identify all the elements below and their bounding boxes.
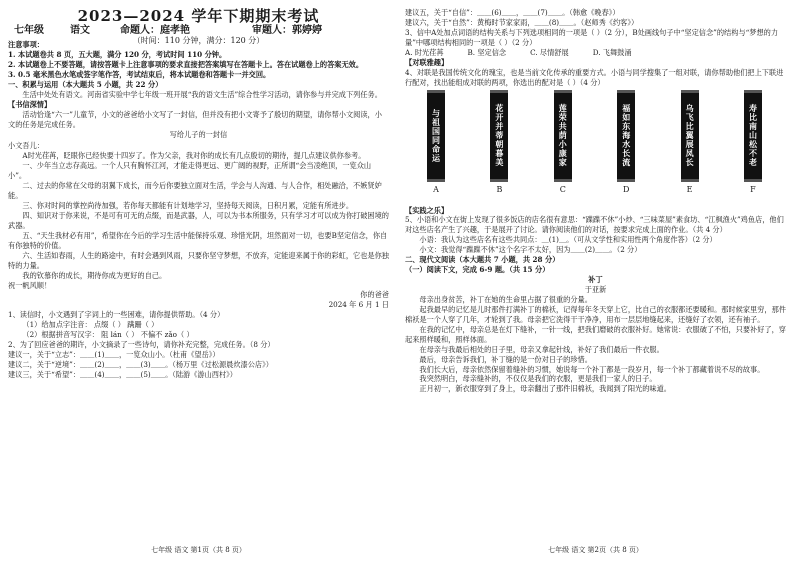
couplet-card-b (482, 90, 516, 206)
couplet-scroll: 寿比南山松不老 (744, 90, 762, 182)
couplet-label: A (433, 184, 439, 194)
couplet-label: C (559, 184, 566, 194)
question-2-item: 建议一，关于“立志”：＿＿(1)＿＿，一览众山小。（杜甫《望岳》） (8, 350, 220, 360)
exam-time: （时间：110 分钟，满分：120 分） (132, 36, 265, 45)
couplet-label: B (496, 184, 503, 194)
couplet-label: E (686, 184, 693, 194)
reviewer-label: 审题人：郭婷婷 (252, 25, 322, 36)
letter-paragraph: A时光荏苒，眨眼你已经快要十四岁了。作为父亲，我对你的成长有几点殷切的期待，提几点建议供你参考。 (22, 151, 366, 161)
letter-paragraph: 六、生活如春雨，人生的路途中，有时会遇到风雨，只要你坚守梦想，不放弃，定能迎来属于你的彩虹，它也是你独特的力量。 (8, 250, 389, 270)
couplet-scroll: 花开并蒂朝暮美 (490, 90, 508, 182)
letter-paragraph: 五、“天生我材必有用”，希望你在今后的学习生活中能保持乐观、珍惜光阴，坦然面对一切，也要B坚定信念，你自有你独特的价值。 (8, 230, 388, 250)
option-b: B. 坚定信念 (467, 47, 507, 57)
notice-heading: 注意事项： (8, 40, 44, 49)
couplet-label: D (622, 184, 630, 194)
section-heading: 一、积累与运用（本大题共 5 小题，共 22 分） (8, 79, 163, 89)
task-text: 活动恰逢“六一”儿童节，小文的爸爸给小文写了一封信，但并没有把小文寄予了殷切的期望，请你帮小文阅读，小文的任务是完成任务。 (8, 109, 382, 129)
notice-item: 3. 0.5 毫米黑色水笔或签字笔作答，考试结束后，将本试题卷和答题卡一并交回。 (8, 69, 271, 79)
essay-paragraph: 最后，母亲告诉我们，补丁缝的是一份对日子的珍惜。 (419, 354, 592, 364)
couplet-scroll: 乌飞比翼展凤长 (681, 90, 699, 182)
question-2-item: 建议二，关于“逆境”：＿＿(2)＿＿，＿＿(3)＿＿。（杨万里《过松源晨炊漆公店》） (8, 360, 273, 369)
question-3: 3、信中A处加点词语的结构关系与下列选项相同的一项是（ ）（2 分），B处画线句子中“坚定信念”的结构与“梦想的力量”中哪项结构相同的一项是（ ）（2 分） (405, 27, 779, 47)
essay-paragraph: 在母亲与我最后相处的日子里，母亲又拿起针线，补好了我们最后一件衣服。 (419, 344, 664, 354)
question-2: 2、为了回应爸爸的期许，小文摘录了一些诗句，请你补充完整，完成任务。（8 分） (8, 340, 275, 350)
couplet-card-f (736, 90, 770, 206)
letter-salutation: 小文吾儿： (8, 141, 44, 151)
letter-date: 2024 年 6 月 1 日 (328, 300, 389, 310)
letter-paragraph: 我的钦慕你的成长，期待你成为更好的自己。 (22, 270, 167, 280)
question-3-options (405, 48, 786, 58)
couplet-scroll: 莲荣共荫小康家 (554, 90, 572, 182)
couplet-card-c (546, 90, 580, 206)
setter-label: 命题人：庭孝艳 (120, 25, 190, 36)
option-d: D. 飞舞鼓涌 (592, 47, 632, 57)
section-heading: 二、现代文阅读（本大题共 7 小题，共 28 分） (405, 255, 560, 265)
essay-paragraph: 正月初一，新衣服穿到了身上，母亲翻出了那件旧棉袄，我闻到了阳光的味道。 (419, 384, 671, 394)
essay-author: 于亚新 (584, 285, 607, 294)
question-1-a: （1）给加点字注音： 点缀（ ） 蹒跚（ ） (22, 320, 159, 330)
question-2-item: 建议五，关于“自信”：＿＿(6)＿＿，＿＿(7)＿＿。（韩愈《晚春》） (405, 8, 620, 17)
page-1-body (8, 40, 389, 539)
question-5-b: 小文：我觉得“蹀蹀不休”这个名字不太好，因为＿＿(2)＿＿。（2 分） (419, 245, 642, 255)
couplet-cards (405, 88, 786, 206)
grade-label: 七年级 (14, 25, 44, 36)
letter-paragraph: 四、知识对于你来说，不是可有可无的点缀，而是武器，人，可以为书本所服务，只有学习才可以成为你打破困境的武器。 (8, 210, 389, 230)
letter-title: 写给儿子的一封信 (169, 130, 228, 140)
essay-title: 补丁 (588, 275, 603, 285)
notice-item: 1. 本试题卷共 8 页，五大题，满分 120 分，考试时间 110 分钟。 (8, 49, 227, 59)
couplet-scroll: 与祖国同命运 (427, 90, 445, 182)
question-2-item: 建议六，关于“自然”：黄梅时节家家雨，＿＿(8)＿＿。（赵师秀《约客》） (405, 17, 639, 27)
task-heading: 【对联雅趣】 (405, 57, 449, 67)
page-footer: 七年级 语文 第2页（共 8 页） (548, 546, 643, 555)
couplet-card-a (419, 90, 453, 206)
question-1: 1、读信时，小文遇到了字词上的一些困难，请你提供帮助。（4 分） (8, 310, 225, 320)
page-footer: 七年级 语文 第1页（共 8 页） (151, 546, 246, 555)
activity-intro: 生活中处处有语文。河南省实验中学七年级一班开展“我的语文生活”综合性学习活动，请你参与并完成下列任务。 (22, 89, 382, 99)
essay-paragraph: 在我的记忆中，母亲总是在灯下缝补，一针一线，把我们磨破的衣服补好。她常说：衣服破了不怕，只要补好了，穿起来照样暖和，照样体面。 (405, 324, 786, 344)
exam-title: 2023—2024 学年下期期末考试 (77, 7, 320, 25)
couplet-label: F (750, 184, 756, 194)
couplet-card-d (609, 90, 643, 206)
reading-heading: （一）阅读下文，完成 6-9 题。（共 15 分） (405, 265, 550, 275)
letter-paragraph: 一、少年当立志存高远。一个人只有胸怀江河，才能走得更远、更广阔的视野，正所谓“会当凌绝顶，一览众山小”。 (8, 161, 372, 181)
question-5-a: 小语：我认为这些店名有这些共同点：＿(1)＿。（可从文学性和实用性两个角度作答）（2 分） (419, 235, 717, 245)
task-heading: 【书信深情】 (8, 99, 52, 109)
question-1-b: （2）根据拼音写汉字： 阻 lán（ ） 不偏不 zǎo（ ） (22, 330, 194, 340)
option-c: C. 尽情舒展 (530, 47, 569, 57)
notice-item: 2. 本试题卷上不要答题，请按答题卡上注意事项的要求直接把答案填写在答题卡上。答在试题卷上的答案无效。 (8, 59, 364, 69)
essay-paragraph: 母亲出身贫苦，补丁在她的生命里占据了很重的分量。 (419, 294, 592, 304)
letter-paragraph: 三、你对时间的掌控尚待加强，若你每天都能有计划地学习，坚持每天阅读，日积月累，定能有所进步。 (22, 201, 354, 210)
essay-paragraph: 起我最早的记忆是儿时那件打满补丁的棉袄，记得每年冬天穿上它，比自己的衣服都还要暖和。那时候家里穷，那件棉袄是一个人穿了几年，才轮到了我。母亲把它洗得干干净净，用布一层层地缝起来，还缝好了衣领，还有袖子。 (405, 304, 786, 324)
letter-paragraph: 二、过去的你常在父母的羽翼下成长，而今后你要独立面对生活，学会与人沟通、与人合作，相处融洽，不嫉贤妒能。 (8, 181, 382, 201)
essay-paragraph: 我们长大后，母亲依然保留着缝补的习惯，她说每一个补丁都是一段岁月，每一个补丁都藏着说不尽的故事。 (419, 364, 765, 374)
task-heading: 【实践之乐】 (405, 205, 449, 215)
essay-paragraph: 我突然明白，母亲缝补的，不仅仅是我们的衣服，更是我们一家人的日子。 (419, 374, 657, 384)
couplet-scroll: 福如东海水长流 (617, 90, 635, 182)
option-a: A. 时光荏苒 (405, 47, 444, 57)
exam-page-2 (397, 0, 794, 561)
page-2-body (405, 8, 786, 539)
letter-signature: 你的爸爸 (360, 290, 389, 300)
subject-label: 语文 (70, 25, 90, 36)
question-4: 4、对联是我国传统文化的瑰宝，也是当前文化传承的重要方式。小语与同学搜集了一组对联，请你帮助他们把上下联进行配对，找出能组成对联的两项，你选出的配对是（ ）（4 分） (405, 67, 784, 87)
question-2-item: 建议三，关于“希望”：＿＿(4)＿＿，＿＿(5)＿＿。（陆游《游山西村》） (8, 369, 237, 379)
question-5: 5、小语和小文在街上发现了很多饭店的店名很有意思：“蹀蹀不休”小炒、“三味菜屋”素食坊、“江枫渔火”鸡鱼店，他们对这些店名产生了兴趣，于是展开了讨论。请你阅读他们的对话，按要求完成上面的作业。（共 4 分） (405, 215, 784, 235)
couplet-card-e (673, 90, 707, 206)
letter-wish: 祝一帆风顺！ (8, 280, 52, 290)
